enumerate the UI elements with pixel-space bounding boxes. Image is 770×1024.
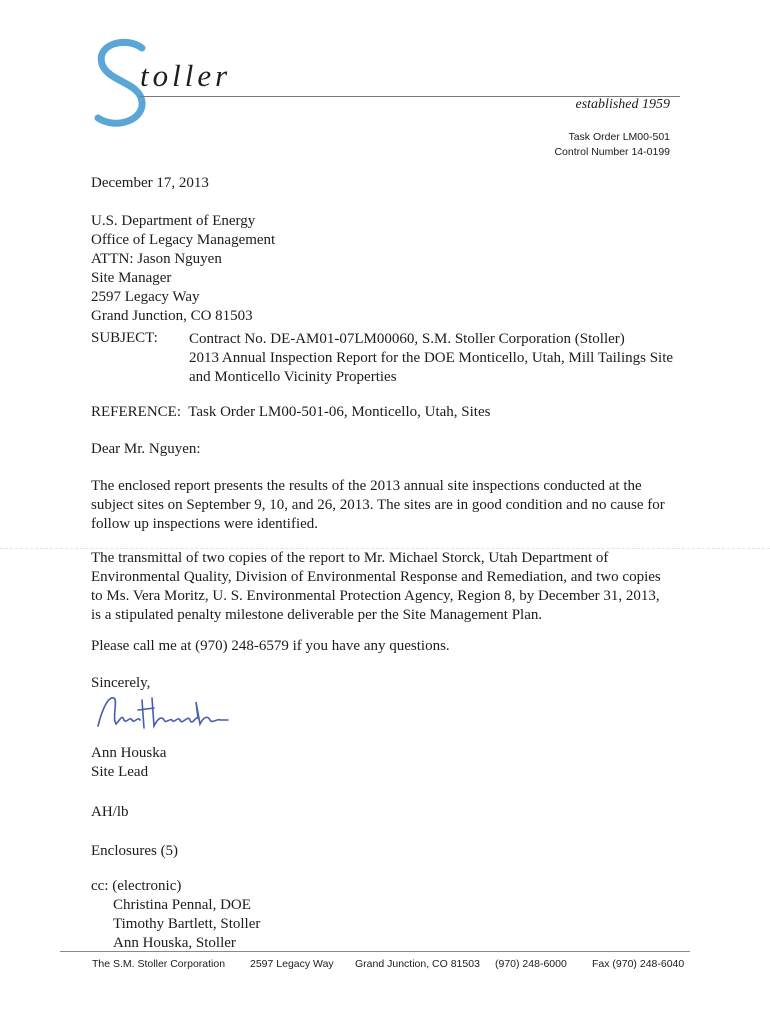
subject-line: 2013 Annual Inspection Report for the DOE Monticello, Utah, Mill Tailings Site: [189, 350, 674, 366]
footer-rule: [60, 951, 690, 952]
enclosures-note: Enclosures (5): [91, 843, 179, 859]
subject-line: Contract No. DE-AM01-07LM00060, S.M. Stoller Corporation (Stoller): [189, 331, 625, 347]
footer-company: The S.M. Stoller Corporation: [92, 958, 226, 970]
cc-recipient: Christina Pennal, DOE: [113, 897, 251, 913]
cc-block: [91, 877, 260, 953]
footer-phone: (970) 248-6000: [495, 958, 567, 970]
task-order-number: Task Order LM00-501: [568, 131, 670, 143]
addressee-line: Office of Legacy Management: [91, 232, 276, 248]
closing: Sincerely,: [91, 675, 151, 691]
footer-city: Grand Junction, CO 81503: [355, 958, 480, 970]
paragraph-line: to Ms. Vera Moritz, U. S. Environmental Protection Agency, Region 8, by December 31, 2013,: [91, 588, 660, 604]
paragraph-line: follow up inspections were identified.: [91, 516, 319, 532]
addressee-block: [91, 212, 275, 326]
cc-recipient: Ann Houska, Stoller: [113, 935, 236, 951]
addressee-line: 2597 Legacy Way: [91, 289, 200, 305]
body-paragraph-3: [91, 637, 450, 656]
body-paragraph-2: [91, 549, 661, 625]
signer-name: Ann Houska: [91, 745, 167, 761]
subject-line: and Monticello Vicinity Properties: [189, 369, 397, 385]
typist-initials: AH/lb: [91, 804, 129, 820]
cc-recipient: Timothy Bartlett, Stoller: [113, 916, 261, 932]
letter-date: December 17, 2013: [91, 175, 209, 191]
reference-line: REFERENCE: Task Order LM00-501-06, Monticello, Utah, Sites: [91, 404, 491, 420]
paragraph-line: The transmittal of two copies of the report to Mr. Michael Storck, Utah Department of: [91, 550, 609, 566]
addressee-line: Grand Junction, CO 81503: [91, 308, 253, 324]
paragraph-line: subject sites on September 9, 10, and 26, 2013. The sites are in good condition and no cause for: [91, 497, 665, 513]
signer-title: Site Lead: [91, 764, 149, 780]
footer-fax: Fax (970) 248-6040: [592, 958, 685, 970]
addressee-line: U.S. Department of Energy: [91, 213, 256, 229]
addressee-line: Site Manager: [91, 270, 172, 286]
body-paragraph-1: [91, 477, 665, 534]
footer-street: 2597 Legacy Way: [250, 958, 334, 970]
paragraph-line: Please call me at (970) 248-6579 if you have any questions.: [91, 638, 450, 654]
subject-label: SUBJECT:: [91, 330, 158, 346]
stoller-logo-wordmark: toller: [140, 58, 232, 93]
salutation: Dear Mr. Nguyen:: [91, 441, 201, 457]
task-order-block: [554, 130, 670, 160]
signer-block: [91, 744, 166, 782]
established-tagline: established 1959: [575, 97, 670, 112]
paragraph-line: Environmental Quality, Division of Environmental Response and Remediation, and two copies: [91, 569, 661, 585]
cc-label: cc: (electronic): [91, 878, 182, 894]
addressee-line: ATTN: Jason Nguyen: [91, 251, 222, 267]
handwritten-signature: [92, 690, 232, 734]
subject-text: [189, 330, 673, 387]
paragraph-line: The enclosed report presents the results of the 2013 annual site inspections conducted at the: [91, 478, 642, 494]
control-number: Control Number 14-0199: [554, 146, 670, 158]
paragraph-line: is a stipulated penalty milestone deliverable per the Site Management Plan.: [91, 607, 543, 623]
